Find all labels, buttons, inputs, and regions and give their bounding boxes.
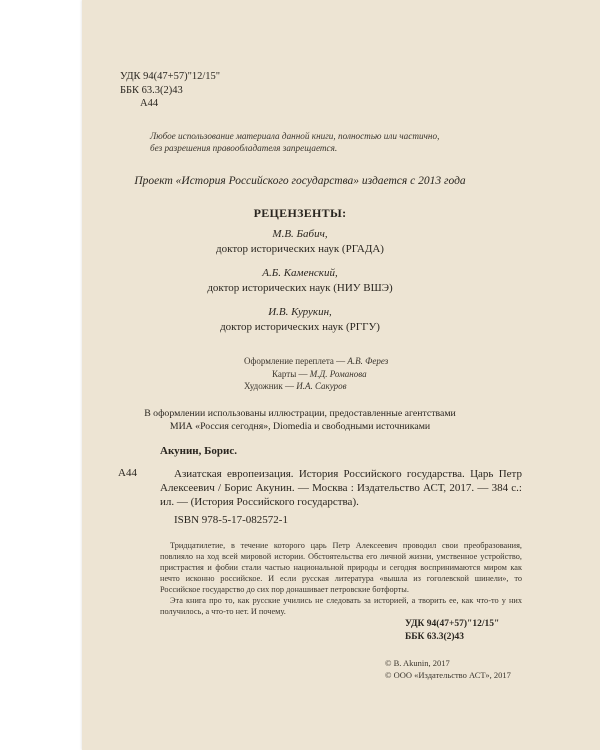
illustrations-line: МИА «Россия сегодня», Diomedia и свободными источниками xyxy=(169,421,431,432)
bottom-bbk: ББК 63.3(2)43 xyxy=(405,632,465,642)
copyright-line: © ООО «Издательство АСТ», 2017 xyxy=(385,670,511,680)
author-mark: А44 xyxy=(140,98,159,109)
credit-artist xyxy=(244,380,388,393)
catalog-description: Азиатская европеизация. История Российского государства. Царь Петр Алексеевич / Борис Акунин. — Москва : Издательство АСТ, 2017. — 384 с.: ил. — (История Российского государства). xyxy=(160,468,522,508)
reviewers-heading: РЕЦЕНЗЕНТЫ: xyxy=(253,206,347,220)
udk-code: УДК 94(47+57)"12/15" xyxy=(120,71,221,82)
copyright-notice xyxy=(150,130,439,154)
credit-label: Карты — xyxy=(272,368,310,379)
credit-name: М.Д. Романова xyxy=(309,368,367,379)
copyright-block xyxy=(385,657,511,681)
copyright-line: © B. Akunin, 2017 xyxy=(385,658,450,668)
notice-line: Любое использование материала данной книги, полностью или частично, xyxy=(150,131,440,141)
catalog-code: А44 xyxy=(118,467,137,479)
credit-cover xyxy=(244,355,388,368)
reviewer xyxy=(0,227,600,257)
illustrations-note xyxy=(0,407,600,433)
isbn: ISBN 978-5-17-082572-1 xyxy=(174,514,288,526)
reviewer-title: доктор исторических наук (РГГУ) xyxy=(220,321,380,333)
reviewer-title: доктор исторических наук (НИУ ВШЭ) xyxy=(207,282,393,294)
reviewer-name: И.В. Курукин, xyxy=(268,306,332,318)
credit-name: А.В. Ферез xyxy=(347,356,389,366)
reviewer xyxy=(0,266,600,296)
bbk-code: ББК 63.3(2)43 xyxy=(120,84,183,96)
reviewer-name: А.Б. Каменский, xyxy=(262,267,338,279)
credit-label: Оформление переплета — xyxy=(244,356,348,366)
annotation-paragraph: Эта книга про то, как русские учились не следовать за историей, а творить ее, как что-то у них получилось, а что-то нет. И почему. xyxy=(160,596,522,616)
bottom-codes xyxy=(405,618,499,644)
credit-maps xyxy=(244,368,388,381)
catalog-author: Акунин, Борис. xyxy=(160,445,237,457)
project-line: Проект «История Российского государства» издается с 2013 года xyxy=(134,175,466,187)
credit-name: И.А. Сакуров xyxy=(296,381,347,391)
udk-block xyxy=(120,70,220,111)
annotation xyxy=(160,540,522,617)
bottom-udk: УДК 94(47+57)"12/15" xyxy=(405,619,500,629)
design-credits xyxy=(244,355,388,393)
reviewer-title: доктор исторических наук (РГАДА) xyxy=(216,243,384,255)
illustrations-line: В оформлении использованы иллюстрации, предоставленные агентствами xyxy=(144,408,456,419)
reviewer xyxy=(0,305,600,335)
notice-line: без разрешения правообладателя запрещается. xyxy=(150,143,338,153)
reviewer-name: М.В. Бабич, xyxy=(272,228,328,240)
annotation-paragraph: Тридцатилетие, в течение которого царь Петр Алексеевич проводил свои преобразования, повлияло на ход всей мировой истории. Обстоятельства его личной жизни, умственное устройство, пристрастия и фобии стали частью национальной природы и сегодня воспринимаются миром как нечто исконно российское. И если русская литература «вышла из гоголевской шинели», то Российское государство до сих пор донашивает петровские ботфорты. xyxy=(160,541,522,594)
credit-label: Художник — xyxy=(244,381,297,391)
